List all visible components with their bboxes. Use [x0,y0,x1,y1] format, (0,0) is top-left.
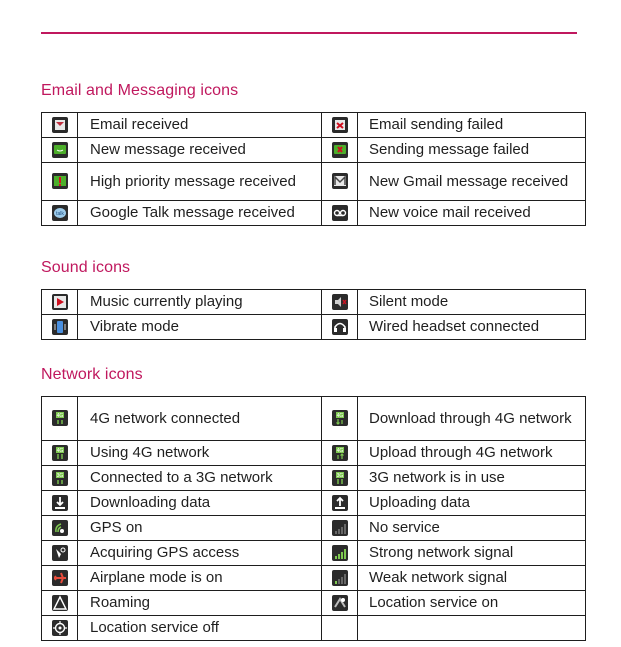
music-icon [52,294,68,310]
no-service-icon [332,520,348,536]
4g-use-icon [52,445,68,461]
icon-description: GPS on [78,516,322,541]
icon-description: Wired headset connected [358,315,586,340]
table-row [42,441,586,466]
icon-description: Acquiring GPS access [78,541,322,566]
icon-cell [42,441,78,466]
icon-description: Weak network signal [358,566,586,591]
download-icon [52,495,68,511]
icon-description: Using 4G network [78,441,322,466]
table-row [42,566,586,591]
table-row [42,397,586,441]
silent-icon [332,294,348,310]
icon-description: Downloading data [78,491,322,516]
icon-description [358,616,586,641]
icon-description: High priority message received [78,163,322,201]
weak-signal-icon [332,570,348,586]
icon-cell [322,163,358,201]
icon-description: New message received [78,138,322,163]
table-row [42,591,586,616]
icon-description: Vibrate mode [78,315,322,340]
icon-cell [322,516,358,541]
icon-cell [322,566,358,591]
icon-cell [42,138,78,163]
icon-cell [322,397,358,441]
svg-text:3G: 3G [56,472,63,479]
svg-text:talk: talk [55,210,64,217]
vibrate-icon [52,319,68,335]
table-row [42,466,586,491]
roaming-icon [52,595,68,611]
icon-cell [322,138,358,163]
headset-icon [332,319,348,335]
4g-icon [52,410,68,426]
icon-description: Connected to a 3G network [78,466,322,491]
icon-description: Email sending failed [358,113,586,138]
icon-cell [42,566,78,591]
icon-cell [42,201,78,226]
4g-upload-icon [332,445,348,461]
upload-icon [332,495,348,511]
icon-cell [42,541,78,566]
table-row [42,138,586,163]
icon-cell [42,315,78,340]
email-icons-table [41,112,586,226]
location-on-icon [332,595,348,611]
icon-description: Sending message failed [358,138,586,163]
table-row [42,113,586,138]
section-title-email: Email and Messaging icons [41,82,239,99]
icon-cell [42,397,78,441]
icon-description: Silent mode [358,290,586,315]
gps-acquiring-icon [52,545,68,561]
icon-description: Music currently playing [78,290,322,315]
icon-cell [322,466,358,491]
svg-text:4G: 4G [336,447,343,454]
table-row [42,616,586,641]
3g-use-icon [332,470,348,486]
airplane-icon [52,570,68,586]
email-failed-icon [332,117,348,133]
voicemail-icon [332,205,348,221]
icon-cell [42,616,78,641]
gmail-icon [332,173,348,189]
icon-cell [322,315,358,340]
icon-cell [322,441,358,466]
table-row [42,290,586,315]
top-rule [41,32,577,34]
table-row [42,163,586,201]
icon-description: Airplane mode is on [78,566,322,591]
icon-cell [42,491,78,516]
table-row [42,315,586,340]
table-row [42,491,586,516]
svg-text:4G: 4G [56,413,63,420]
4g-download-icon [332,410,348,426]
icon-description: New voice mail received [358,201,586,226]
icon-description: Location service on [358,591,586,616]
icon-description: No service [358,516,586,541]
icon-cell [322,616,358,641]
svg-text:4G: 4G [56,447,63,454]
icon-cell [42,113,78,138]
icon-description: New Gmail message received [358,163,586,201]
icon-cell [322,113,358,138]
network-icons-table [41,396,586,641]
message-failed-icon [332,142,348,158]
3g-icon [52,470,68,486]
icon-cell [322,290,358,315]
table-row [42,201,586,226]
icon-description: Uploading data [358,491,586,516]
icon-description: 4G network connected [78,397,322,441]
icon-description: Location service off [78,616,322,641]
table-row [42,516,586,541]
svg-text:4G: 4G [336,413,343,420]
icon-cell [322,541,358,566]
icon-description: Upload through 4G network [358,441,586,466]
icon-description: 3G network is in use [358,466,586,491]
priority-message-icon [52,173,68,189]
location-off-icon [52,620,68,636]
svg-text:3G: 3G [336,472,343,479]
table-row [42,541,586,566]
strong-signal-icon [332,545,348,561]
section-title-network: Network icons [41,366,143,383]
icon-description: Google Talk message received [78,201,322,226]
icon-description: Email received [78,113,322,138]
message-icon [52,142,68,158]
talk-icon [52,205,68,221]
email-icon [52,117,68,133]
icon-cell [42,591,78,616]
icon-cell [42,516,78,541]
icon-cell [42,163,78,201]
icon-cell [322,201,358,226]
icon-description: Roaming [78,591,322,616]
icon-cell [322,491,358,516]
gps-on-icon [52,520,68,536]
section-title-sound: Sound icons [41,259,131,276]
icon-description: Strong network signal [358,541,586,566]
sound-icons-table [41,289,586,340]
icon-cell [42,290,78,315]
icon-cell [42,466,78,491]
icon-cell [322,591,358,616]
icon-description: Download through 4G network [358,397,586,441]
